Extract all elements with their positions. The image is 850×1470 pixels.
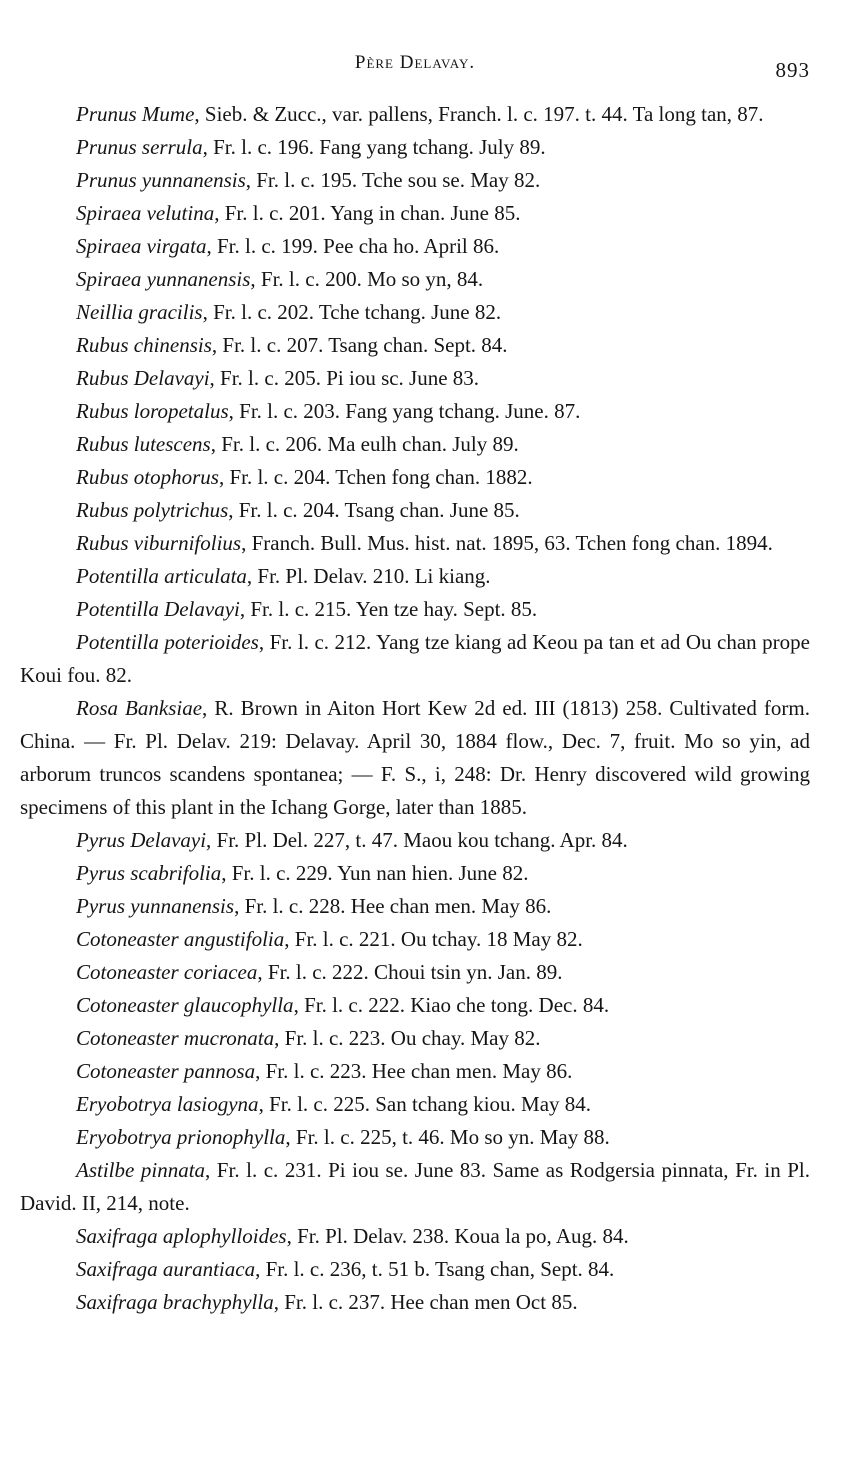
- entry-citation: , R. Brown in Aiton Hort Kew 2d ed. III (1813) 258. Cultivated form. China. — Fr. Pl. Delav. 219: Delavay. April 30, 1884 flow., Dec. 7, fruit. Mo so yin, ad arborum truncos scandens spontanea; — F. S., i, 248: Dr. Henry discovered wild growing specimens of this plant in the Ichang Gorge, later than 1885.: [20, 696, 811, 819]
- species-name: Pyrus Delavayi: [76, 828, 207, 852]
- entry-citation: , Fr. l. c. 202. Tche tchang. June 82.: [202, 300, 502, 324]
- entry-citation: , Fr. l. c. 236, t. 51 b. Tsang chan, Sept. 84.: [255, 1257, 615, 1281]
- species-name: Rubus chinensis: [76, 333, 212, 357]
- species-entry: [20, 890, 810, 923]
- species-name: Spiraea virgata: [76, 234, 207, 258]
- species-entry: [20, 824, 810, 857]
- species-entry: [20, 1220, 810, 1253]
- species-name: Rubus lutescens: [76, 432, 211, 456]
- species-name: Potentilla articulata: [76, 564, 247, 588]
- species-entry: [20, 131, 810, 164]
- entry-citation: , Fr. l. c. 204. Tsang chan. June 85.: [228, 498, 520, 522]
- species-name: Cotoneaster angustifolia: [76, 927, 285, 951]
- entry-citation: , Fr. l. c. 237. Hee chan men Oct 85.: [273, 1290, 578, 1314]
- species-name: Prunus yunnanensis: [76, 168, 246, 192]
- entry-citation: , Fr. l. c. 225. San tchang kiou. May 84.: [258, 1092, 592, 1116]
- entry-citation: , Fr. l. c. 199. Pee cha ho. April 86.: [206, 234, 500, 258]
- entry-citation: , Fr. l. c. 222. Choui tsin yn. Jan. 89.: [257, 960, 563, 984]
- species-name: Saxifraga aurantiaca: [76, 1257, 256, 1281]
- species-name: Cotoneaster mucronata: [76, 1026, 275, 1050]
- entry-citation: , Fr. l. c. 223. Hee chan men. May 86.: [255, 1059, 573, 1083]
- species-entry: [20, 428, 810, 461]
- species-entry: [20, 560, 810, 593]
- species-name: Cotoneaster glaucophylla: [76, 993, 294, 1017]
- entry-citation: , Fr. l. c. 228. Hee chan men. May 86.: [234, 894, 552, 918]
- species-entry: [20, 1286, 810, 1319]
- species-entry: [20, 197, 810, 230]
- species-name: Eryobotrya lasiogyna: [76, 1092, 259, 1116]
- species-name: Spiraea yunnanensis: [76, 267, 251, 291]
- species-name: Pyrus scabrifolia: [76, 861, 222, 885]
- species-name: Eryobotrya prionophylla: [76, 1125, 286, 1149]
- species-name: Rubus loropetalus: [76, 399, 229, 423]
- species-entry: [20, 362, 810, 395]
- entry-citation: , Fr. l. c. 203. Fang yang tchang. June. 87.: [228, 399, 581, 423]
- species-name: Rubus polytrichus: [76, 498, 229, 522]
- species-entry: [20, 626, 810, 692]
- entry-citation: , Franch. Bull. Mus. hist. nat. 1895, 63. Tchen fong chan. 1894.: [241, 531, 773, 555]
- species-entry: [20, 989, 810, 1022]
- species-name: Neillia gracilis: [76, 300, 203, 324]
- species-name: Rubus Delavayi: [76, 366, 210, 390]
- species-name: Prunus serrula: [76, 135, 203, 159]
- species-name: Rubus viburnifolius: [76, 531, 242, 555]
- species-name: Pyrus yunnanensis: [76, 894, 235, 918]
- entry-citation: , Fr. l. c. 225, t. 46. Mo so yn. May 88.: [285, 1125, 610, 1149]
- species-entry: [20, 230, 810, 263]
- species-entry: [20, 1055, 810, 1088]
- species-entry: [20, 164, 810, 197]
- species-name: Prunus Mume: [76, 102, 195, 126]
- species-name: Spiraea velutina: [76, 201, 215, 225]
- species-entry: [20, 1121, 810, 1154]
- species-name: Rosa Banksiae: [76, 696, 203, 720]
- species-entry: [20, 593, 810, 626]
- species-name: Saxifraga brachyphylla: [76, 1290, 274, 1314]
- species-entry: [20, 263, 810, 296]
- species-entry: [20, 1154, 810, 1220]
- species-entry: [20, 1253, 810, 1286]
- entry-citation: , Fr. l. c. 229. Yun nan hien. June 82.: [221, 861, 529, 885]
- entry-citation: , Fr. l. c. 215. Yen tze hay. Sept. 85.: [239, 597, 538, 621]
- species-entry: [20, 692, 810, 824]
- entry-citation: , Fr. l. c. 201. Yang in chan. June 85.: [214, 201, 521, 225]
- entry-citation: , Fr. l. c. 204. Tchen fong chan. 1882.: [218, 465, 533, 489]
- entry-citation: , Fr. l. c. 200. Mo so yn, 84.: [250, 267, 484, 291]
- entry-citation: , Fr. Pl. Del. 227, t. 47. Maou kou tchang. Apr. 84.: [206, 828, 628, 852]
- species-entry: [20, 461, 810, 494]
- species-entry: [20, 296, 810, 329]
- entry-citation: , Fr. l. c. 221. Ou tchay. 18 May 82.: [284, 927, 583, 951]
- species-name: Potentilla poterioides: [76, 630, 259, 654]
- entry-citation: , Fr. l. c. 196. Fang yang tchang. July 89.: [202, 135, 546, 159]
- entry-citation: , Fr. Pl. Delav. 238. Koua la po, Aug. 84.: [286, 1224, 629, 1248]
- entry-citation: , Fr. l. c. 206. Ma eulh chan. July 89.: [210, 432, 519, 456]
- entry-citation: , Fr. l. c. 195. Tche sou se. May 82.: [245, 168, 541, 192]
- species-entry: [20, 395, 810, 428]
- species-list: [20, 98, 810, 1319]
- species-name: Astilbe pinnata: [76, 1158, 206, 1182]
- species-name: Rubus otophorus: [76, 465, 219, 489]
- running-title: Père Delavay.: [354, 52, 476, 73]
- entry-citation: , Fr. Pl. Delav. 210. Li kiang.: [246, 564, 491, 588]
- entry-citation: , Fr. l. c. 212. Yang tze kiang ad Keou pa tan et ad Ou chan prope Koui fou. 82.: [20, 630, 810, 687]
- species-entry: [20, 527, 810, 560]
- species-entry: [20, 956, 810, 989]
- entry-citation: , Fr. l. c. 207. Tsang chan. Sept. 84.: [211, 333, 508, 357]
- species-entry: [20, 1022, 810, 1055]
- species-entry: [20, 98, 810, 131]
- species-name: Potentilla Delavayi: [76, 597, 240, 621]
- entry-citation: , Fr. l. c. 223. Ou chay. May 82.: [274, 1026, 541, 1050]
- entry-citation: , Fr. l. c. 222. Kiao che tong. Dec. 84.: [293, 993, 610, 1017]
- species-name: Cotoneaster pannosa: [76, 1059, 256, 1083]
- species-entry: [20, 1088, 810, 1121]
- species-name: Cotoneaster coriacea: [76, 960, 258, 984]
- species-entry: [20, 494, 810, 527]
- entry-citation: , Fr. l. c. 205. Pi iou sc. June 83.: [209, 366, 480, 390]
- species-entry: [20, 329, 810, 362]
- page-number: 893: [775, 58, 810, 82]
- species-name: Saxifraga aplophylloides: [76, 1224, 287, 1248]
- species-entry: [20, 923, 810, 956]
- species-entry: [20, 857, 810, 890]
- entry-citation: , Sieb. & Zucc., var. pallens, Franch. l. c. 197. t. 44. Ta long tan, 87.: [194, 102, 764, 126]
- entry-citation: , Fr. l. c. 231. Pi iou se. June 83. Same as Rodgersia pinnata, Fr. in Pl. David. II, 214, note.: [20, 1158, 810, 1215]
- page-header: [20, 48, 810, 84]
